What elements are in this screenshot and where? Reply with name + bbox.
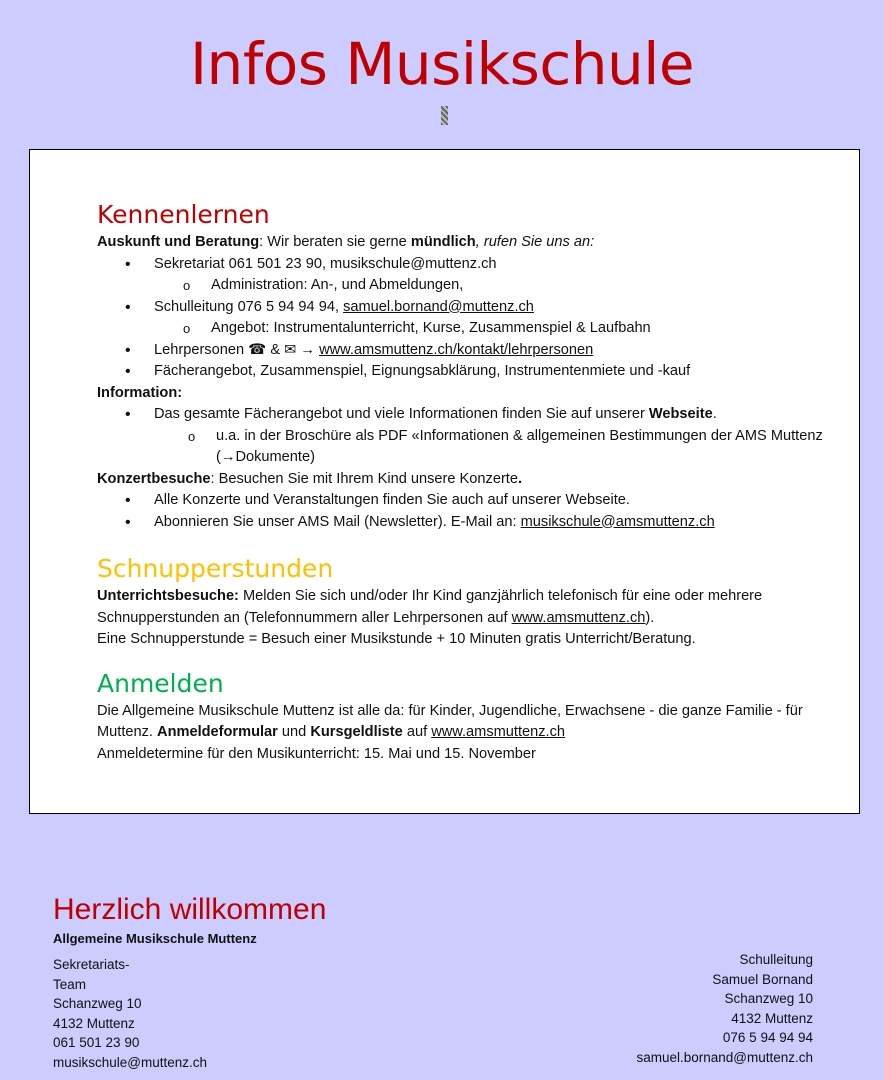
anmelden-text1: Die Allgemeine Musikschule Muttenz ist alle da: für Kinder, Jugendliche, Erwachsene - die ganze Familie - für Muttenz. (97, 702, 803, 740)
newsletter-text: Abonnieren Sie unser AMS Mail (Newsletter). E-Mail an: (154, 513, 521, 530)
heading-anmelden: Anmelden (97, 668, 224, 698)
schnupper-bold: Unterrichtsbesuche: (97, 588, 239, 604)
footer-right-line: Samuel Bornand (712, 971, 813, 987)
anmelden-line2: Anmeldetermine für den Musikunterricht: 15. Mai und 15. November (97, 745, 536, 762)
info-item-text: Das gesamte Fächerangebot und viele Informationen finden Sie auf unserer (154, 406, 649, 422)
intro-line (97, 232, 827, 254)
footer-left-line: Sekretariats- (53, 957, 130, 972)
lehrpersonen-text: Lehrpersonen ☎ & ✉ → (154, 341, 320, 358)
welcome-heading: Herzlich willkommen (53, 893, 327, 926)
footer-left-line: Schanzweg 10 (53, 996, 142, 1011)
footer-right-line: 4132 Muttenz (731, 1010, 813, 1026)
footer-right-email[interactable]: samuel.bornand@muttenz.ch (636, 1049, 813, 1065)
konzert-bold: Konzertbesuche (97, 470, 211, 487)
list-item-newsletter (97, 512, 827, 534)
footer-right-contact (636, 950, 813, 1067)
footer-left-line: 061 501 23 90 (53, 1035, 140, 1050)
list-item-lehrpersonen (97, 340, 827, 362)
list-item-info (97, 404, 827, 426)
footer (53, 892, 813, 1070)
info-box (29, 149, 860, 814)
list-item-sekretariat: • Sekretariat 061 501 23 90, musikschule@muttenz.ch (97, 254, 827, 276)
newsletter-email-link[interactable]: musikschule@amsmuttenz.ch (520, 513, 715, 530)
intro-bold2: mündlich (410, 234, 476, 250)
konzert-end: . (517, 470, 523, 487)
schulleitung-text: Schulleitung 076 5 94 94 94, (154, 298, 344, 315)
info-item-end: . (712, 406, 717, 422)
heading-schnupperstunden: Schnupperstunden (97, 554, 334, 583)
anmelden-bold1: Anmeldeformular (157, 724, 278, 740)
anmelden-bold2: Kursgeldliste (310, 724, 403, 740)
schnupper-line2: Eine Schnupperstunde = Besuch einer Musikstunde + 10 Minuten gratis Unterricht/Beratung. (97, 631, 696, 647)
info-list (97, 404, 827, 469)
footer-left-email[interactable]: musikschule@muttenz.ch (53, 1054, 208, 1070)
schulleitung-email-link[interactable]: samuel.bornand@muttenz.ch (343, 298, 534, 315)
lehrpersonen-link[interactable]: www.amsmuttenz.ch/kontakt/lehrpersonen (319, 341, 594, 358)
org-name: Allgemeine Musikschule Muttenz (53, 931, 257, 946)
list-item-faecher: • Fächerangebot, Zusammenspiel, Eignungsabklärung, Instrumentenmiete und -kauf (97, 361, 827, 383)
list-subitem-angebot: o Angebot: Instrumentalunterricht, Kurse, Zusammenspiel & Laufbahn (97, 318, 827, 340)
contact-list (97, 254, 827, 383)
konzert-text: : Besuchen Sie mit Ihrem Kind unsere Konzerte (210, 470, 518, 487)
footer-left-contact (53, 955, 208, 1072)
list-item-schulleitung (97, 297, 827, 319)
schnupper-website-link[interactable]: www.amsmuttenz.ch (511, 609, 646, 626)
footer-right-line: 076 5 94 94 94 (722, 1030, 813, 1045)
intro-italic: , rufen Sie uns an: (475, 234, 595, 250)
footer-right-line: Schulleitung (739, 952, 813, 967)
schnupper-text2: ). (645, 609, 655, 626)
footer-left-line: 4132 Muttenz (53, 1015, 135, 1031)
intro-text: : Wir beraten sie gerne (259, 234, 411, 250)
footer-right-line: Schanzweg 10 (724, 991, 813, 1006)
info-label-text: Information: (97, 384, 183, 401)
konzert-list (97, 490, 827, 533)
schnupper-paragraph (97, 586, 827, 629)
info-content (97, 198, 827, 765)
anmelden-paragraph (97, 701, 827, 744)
heading-kennenlernen: Kennenlernen (97, 200, 270, 229)
footer-left-line: Team (53, 976, 87, 992)
list-item-konzerte: • Alle Konzerte und Veranstaltungen finden Sie auch auf unserer Webseite. (97, 490, 827, 512)
info-item-bold: Webseite (648, 406, 713, 422)
schnupper-text1: Melden Sie sich und/oder Ihr Kind ganzjährlich telefonisch für eine oder mehrere Schnupperstunden an (Telefonnummern aller Lehrpersonen auf (97, 588, 763, 626)
anmelden-text3: auf (402, 724, 432, 740)
konzert-line (97, 469, 827, 491)
page-title: Infos Musikschule (189, 30, 695, 98)
anmelden-text2: und (277, 724, 311, 740)
list-subitem-broschuere: o u.a. in der Broschüre als PDF «Informationen & allgemeinen Bestimmungen der AMS Muttenz (→Dokumente) (97, 426, 827, 469)
anmelden-website-link[interactable]: www.amsmuttenz.ch (431, 724, 566, 740)
list-subitem-admin: o Administration: An-, und Abmeldungen, (97, 275, 827, 297)
intro-bold: Auskunft und Beratung (97, 234, 260, 250)
info-label (97, 383, 827, 405)
text-cursor (441, 106, 448, 125)
